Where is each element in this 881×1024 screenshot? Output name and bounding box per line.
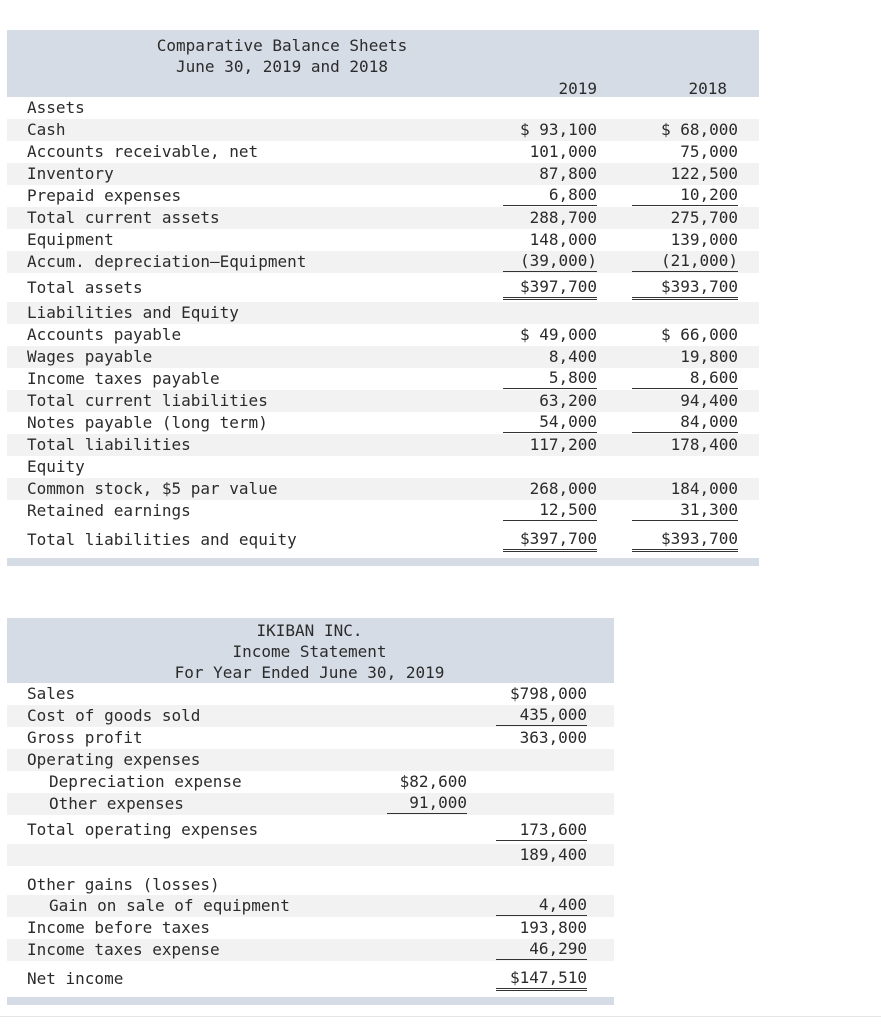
row-label: Operating expenses <box>27 750 201 769</box>
row-common-stock <box>7 478 759 500</box>
income-statement-header <box>7 618 614 683</box>
row-label: Income before taxes <box>27 918 211 937</box>
row-label: Liabilities and Equity <box>27 303 239 322</box>
row-total-liabilities-and-equity <box>7 522 759 558</box>
row-notes-payable <box>7 412 759 434</box>
row-label: Equipment <box>27 230 114 249</box>
value-2018: (21,000) <box>632 251 738 272</box>
row-label: Total operating expenses <box>27 820 259 839</box>
total-value: 46,290 <box>496 939 587 960</box>
row-label: Accounts receivable, net <box>27 142 259 161</box>
income-statement-title <box>7 620 612 683</box>
value-2019: 268,000 <box>529 479 597 498</box>
value-2019: 87,800 <box>539 164 597 183</box>
statement-title: Income Statement <box>232 642 387 661</box>
row-net-income <box>7 961 614 997</box>
section-liabilities-and-equity <box>7 302 759 324</box>
value-2019: 63,200 <box>539 391 597 410</box>
value-2018: 139,000 <box>670 230 738 249</box>
row-total-current-assets <box>7 207 759 229</box>
row-wages-payable <box>7 346 759 368</box>
balance-sheet-title-line2: June 30, 2019 and 2018 <box>176 57 388 76</box>
detail-value: $82,600 <box>399 772 467 791</box>
row-label: Notes payable (long term) <box>27 413 268 432</box>
value-2018: 275,700 <box>670 208 738 227</box>
row-label: Cost of goods sold <box>27 706 201 725</box>
value-2018: $393,700 <box>632 277 738 300</box>
row-operating-income <box>7 844 614 866</box>
balance-sheet-title <box>7 35 557 77</box>
row-retained-earnings <box>7 500 759 522</box>
row-accounts-payable <box>7 324 759 346</box>
value-2019: 288,700 <box>529 208 597 227</box>
section-assets <box>7 97 759 119</box>
row-total-current-liabilities <box>7 390 759 412</box>
value-2018: 8,600 <box>632 368 738 389</box>
row-label: Cash <box>27 120 66 139</box>
column-header-2018: 2018 <box>688 79 727 98</box>
row-label: Inventory <box>27 164 114 183</box>
value-2019: 148,000 <box>529 230 597 249</box>
value-2019: 12,500 <box>503 500 597 521</box>
row-label: Gross profit <box>27 728 143 747</box>
row-label: Equity <box>27 457 85 476</box>
value-2018: 75,000 <box>680 142 738 161</box>
row-inventory <box>7 163 759 185</box>
row-label: Other expenses <box>49 794 184 813</box>
row-label: Gain on sale of equipment <box>49 896 290 915</box>
value-2018: 178,400 <box>670 435 738 454</box>
row-label: Retained earnings <box>27 501 191 520</box>
detail-value: 91,000 <box>387 793 467 814</box>
row-label: Common stock, $5 par value <box>27 479 278 498</box>
statement-period: For Year Ended June 30, 2019 <box>174 663 445 682</box>
row-label: Wages payable <box>27 347 153 366</box>
column-header-2019: 2019 <box>558 79 597 98</box>
row-income-taxes-expense <box>7 939 614 961</box>
row-total-liabilities <box>7 434 759 456</box>
row-label: Total assets <box>27 278 143 297</box>
value-2018: 94,400 <box>680 391 738 410</box>
row-label: Accum. depreciation—Equipment <box>27 252 307 271</box>
row-total-assets <box>7 273 759 302</box>
row-label: Assets <box>27 98 85 117</box>
row-income-before-taxes <box>7 917 614 939</box>
company-name: IKIBAN INC. <box>256 621 363 640</box>
row-accum-depreciation <box>7 251 759 273</box>
row-label: Total liabilities <box>27 435 191 454</box>
row-label: Prepaid expenses <box>27 186 182 205</box>
row-other-gains-losses <box>7 866 614 895</box>
row-label: Net income <box>27 969 124 988</box>
row-depreciation-expense <box>7 771 614 793</box>
row-total-operating-expenses <box>7 815 614 844</box>
total-value: 173,600 <box>496 820 587 841</box>
row-label: Accounts payable <box>27 325 182 344</box>
section-equity <box>7 456 759 478</box>
value-2018: 31,300 <box>632 500 738 521</box>
row-equipment <box>7 229 759 251</box>
total-value: 4,400 <box>496 895 587 916</box>
row-sales <box>7 683 614 705</box>
balance-sheet-footer-bar <box>7 558 759 566</box>
row-cash <box>7 119 759 141</box>
row-accounts-receivable <box>7 141 759 163</box>
value-2019: 54,000 <box>503 412 597 433</box>
row-label: Income taxes payable <box>27 369 220 388</box>
row-operating-expenses <box>7 749 614 771</box>
income-statement-footer-bar <box>7 997 614 1005</box>
value-2018: 184,000 <box>670 479 738 498</box>
total-value: 193,800 <box>519 918 587 937</box>
total-value: $147,510 <box>496 968 587 991</box>
value-2019: $ 49,000 <box>519 325 597 344</box>
row-label: Total liabilities and equity <box>27 530 297 549</box>
total-value: $798,000 <box>509 684 587 703</box>
value-2018: 10,200 <box>632 185 738 206</box>
value-2019: 5,800 <box>503 368 597 389</box>
row-other-expenses <box>7 793 614 815</box>
row-gain-on-sale <box>7 895 614 917</box>
row-label: Other gains (losses) <box>27 875 220 894</box>
value-2018: $393,700 <box>632 529 738 552</box>
row-label: Total current assets <box>27 208 220 227</box>
value-2019: 117,200 <box>529 435 597 454</box>
value-2019: $397,700 <box>503 529 597 552</box>
total-value: 435,000 <box>496 705 587 726</box>
value-2019: (39,000) <box>503 251 597 272</box>
total-value: 363,000 <box>519 728 587 747</box>
balance-sheet-panel <box>7 30 759 566</box>
row-label: Total current liabilities <box>27 391 268 410</box>
row-label: Depreciation expense <box>49 772 242 791</box>
value-2018: $ 68,000 <box>660 120 738 139</box>
row-label: Income taxes expense <box>27 940 220 959</box>
row-gross-profit <box>7 727 614 749</box>
balance-sheet-header <box>7 30 759 97</box>
row-prepaid-expenses <box>7 185 759 207</box>
value-2019: 6,800 <box>503 185 597 206</box>
value-2018: 122,500 <box>670 164 738 183</box>
row-cost-of-goods-sold <box>7 705 614 727</box>
value-2019: 101,000 <box>529 142 597 161</box>
value-2019: $397,700 <box>503 277 597 300</box>
total-value: 189,400 <box>519 845 587 864</box>
page-bottom-divider <box>0 1016 881 1017</box>
value-2019: 8,400 <box>548 347 597 366</box>
value-2019: $ 93,100 <box>519 120 597 139</box>
balance-sheet-title-line1: Comparative Balance Sheets <box>156 36 408 55</box>
value-2018: 84,000 <box>632 412 738 433</box>
value-2018: $ 66,000 <box>660 325 738 344</box>
row-label: Sales <box>27 684 76 703</box>
income-statement-panel <box>7 618 614 1005</box>
value-2018: 19,800 <box>680 347 738 366</box>
row-income-taxes-payable <box>7 368 759 390</box>
